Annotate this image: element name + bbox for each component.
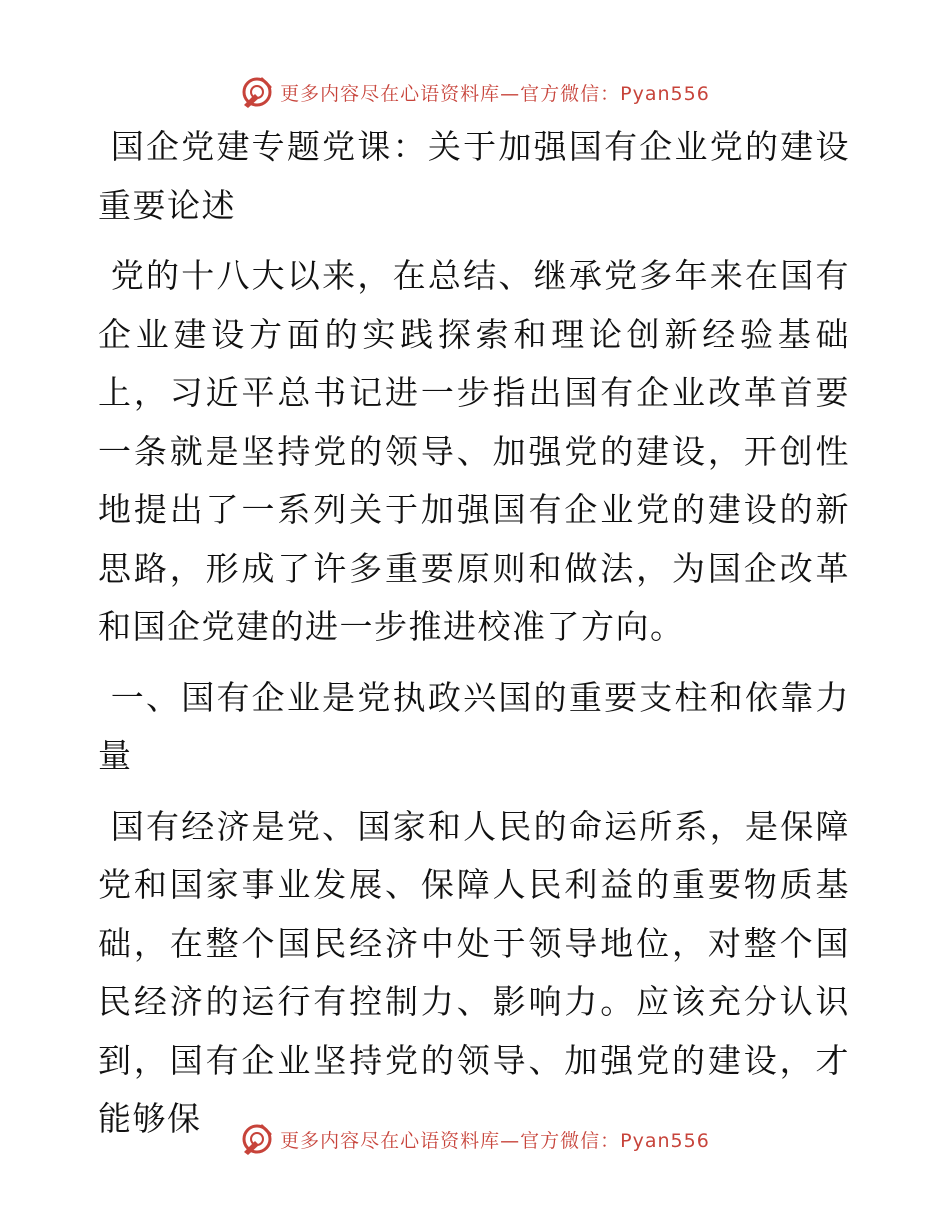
footer-watermark bbox=[0, 1117, 950, 1161]
pen-in-circle-icon bbox=[240, 75, 274, 109]
header-watermark bbox=[0, 70, 950, 114]
section-1-heading-text: 一、国有企业是党执政兴国的重要支柱和依靠力量 bbox=[98, 677, 850, 775]
title-text: 国企党建专题党课：关于加强国有企业党的建设重要论述 bbox=[98, 127, 850, 225]
document-title bbox=[98, 118, 850, 235]
watermark-text: 更多内容尽在心语资料库—官方微信：Pyan556 bbox=[280, 1129, 710, 1152]
paragraph-2-text: 国有经济是党、国家和人民的命运所系，是保障党和国家事业发展、保障人民利益的重要物质基础，在整个国民经济中处于领导地位，对整个国民经济的运行有控制力、影响力。应该充分认识到，国有企业坚持党的领导、加强党的建设，才能够保 bbox=[98, 806, 850, 1138]
watermark-text: 更多内容尽在心语资料库—官方微信：Pyan556 bbox=[280, 82, 710, 105]
section-1-heading bbox=[98, 669, 850, 786]
pen-in-circle-icon bbox=[240, 1122, 274, 1156]
document-body bbox=[98, 118, 850, 1149]
paragraph-1 bbox=[98, 247, 850, 657]
paragraph-2 bbox=[98, 798, 850, 1149]
paragraph-1-text: 党的十八大以来，在总结、继承党多年来在国有企业建设方面的实践探索和理论创新经验基础上，习近平总书记进一步指出国有企业改革首要一条就是坚持党的领导、加强党的建设，开创性地提出了一系列关于加强国有企业党的建设的新思路，形成了许多重要原则和做法，为国企改革和国企党建的进一步推进校准了方向。 bbox=[98, 256, 850, 646]
